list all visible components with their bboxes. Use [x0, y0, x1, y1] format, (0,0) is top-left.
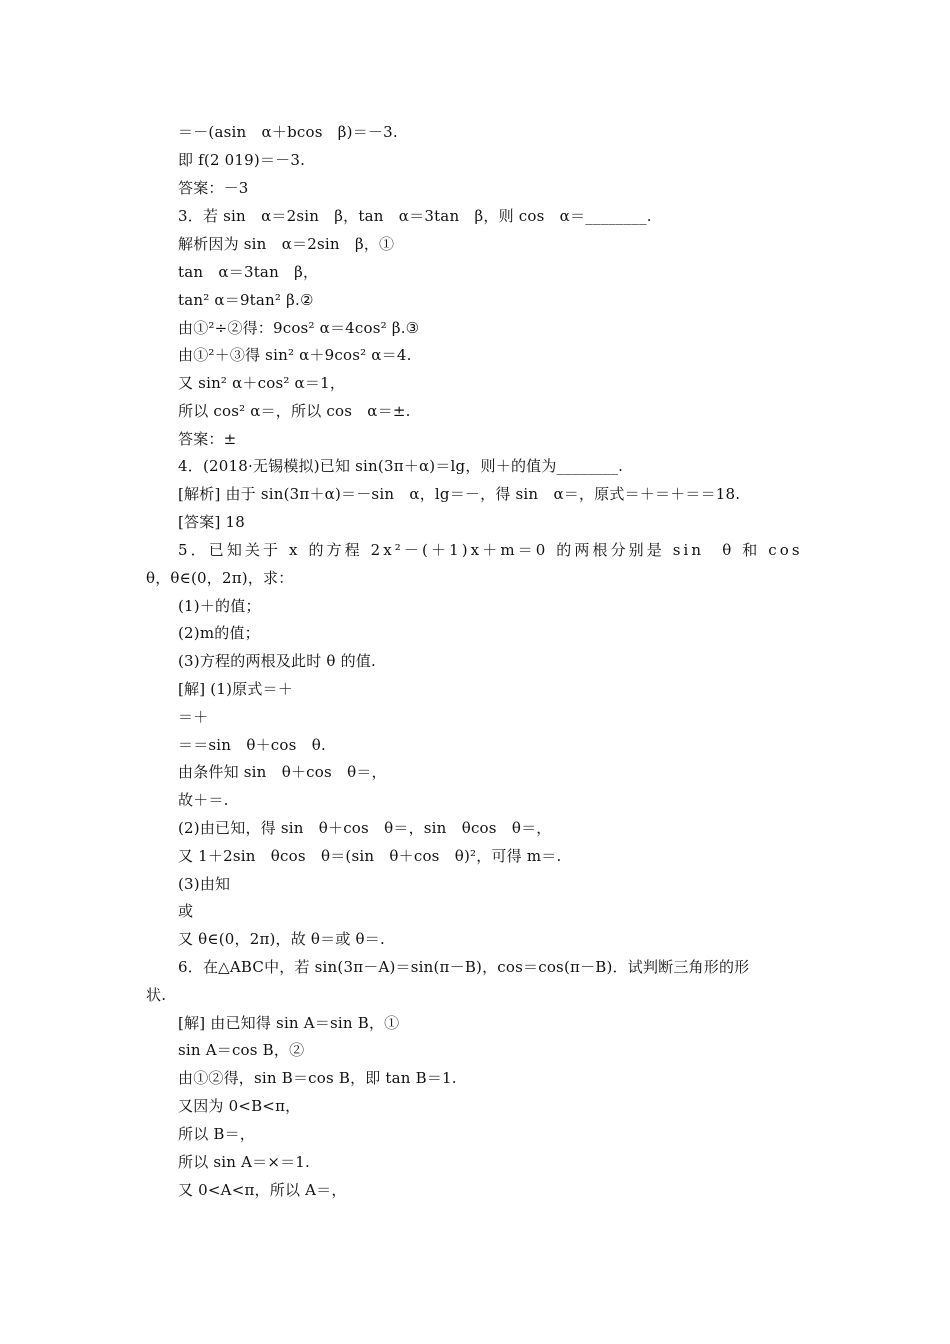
text-line: (3)由知 [178, 875, 231, 893]
text-line: 所以 B＝， [178, 1125, 255, 1143]
text-line: 所以 sin A＝×＝1. [178, 1153, 311, 1171]
text-line: 所以 cos² α＝，所以 cos α＝±. [178, 402, 411, 420]
question-3: 3．若 sin α＝2sin β，tan α＝3tan β，则 cos α＝________. [178, 207, 652, 225]
text-line: θ，θ∈(0，2π)，求： [146, 569, 294, 587]
text-line: (1)＋的值； [178, 597, 261, 615]
text-line: ＝＝sin θ＋cos θ. [178, 736, 326, 754]
text-line: [解析] 由于 sin(3π＋α)＝－sin α，lg＝－，得 sin α＝，原式＝＋＝＋＝＝18. [178, 485, 741, 503]
text-line: 又因为 0<B<π， [178, 1097, 301, 1115]
text-line: 由条件知 sin θ＋cos θ＝， [178, 763, 387, 781]
text-line: 由①²＋③得 sin² α＋9cos² α＝4. [178, 346, 412, 364]
text-line: 解析因为 sin α＝2sin β，① [178, 235, 395, 253]
text-line: tan α＝3tan β， [178, 263, 319, 281]
text-line: 由①②得，sin B＝cos B，即 tan B＝1. [178, 1069, 457, 1087]
text-line: [解] 由已知得 sin A＝sin B，① [178, 1014, 400, 1032]
text-line: 又 sin² α＋cos² α＝1， [178, 374, 346, 392]
text-line: (3)方程的两根及此时 θ 的值. [178, 652, 376, 670]
question-6: 6．在△ABC中，若 sin(3π－A)＝sin(π－B)，cos＝cos(π－B)．试判断三角形的形 [178, 958, 750, 976]
text-line: 故＋＝. [178, 791, 229, 809]
text-line: 即 f(2 019)＝－3. [178, 151, 306, 169]
text-line: 答案：± [178, 430, 237, 448]
text-line: 答案：－3 [178, 179, 249, 197]
question-5: 5．已知关于 x 的方程 2x²－(＋1)x＋m＝0 的两根分别是 sin θ 和 cos [178, 541, 803, 559]
text-line: tan² α＝9tan² β.② [178, 291, 314, 309]
text-line: 又 1＋2sin θcos θ＝(sin θ＋cos θ)²，可得 m＝. [178, 847, 562, 865]
text-line: 或 [178, 902, 194, 920]
text-line: [解] (1)原式＝＋ [178, 680, 293, 698]
text-line: sin A＝cos B，② [178, 1041, 305, 1059]
text-line: [答案] 18 [178, 513, 245, 531]
text-line: 由①²÷②得：9cos² α＝4cos² β.③ [178, 319, 420, 337]
text-line: ＝＋ [178, 708, 209, 726]
text-line: (2)m的值； [178, 624, 260, 642]
text-line: (2)由已知，得 sin θ＋cos θ＝，sin θcos θ＝， [178, 819, 552, 837]
text-line: ＝－(asin α＋bcos β)＝－3. [178, 123, 398, 141]
question-4: 4．(2018·无锡模拟)已知 sin(3π＋α)＝lg，则＋的值为________. [178, 457, 624, 475]
text-line: 状. [146, 986, 167, 1004]
text-line: 又 θ∈(0，2π)，故 θ＝或 θ＝. [178, 930, 385, 948]
text-line: 又 0<A<π，所以 A＝， [178, 1181, 347, 1199]
